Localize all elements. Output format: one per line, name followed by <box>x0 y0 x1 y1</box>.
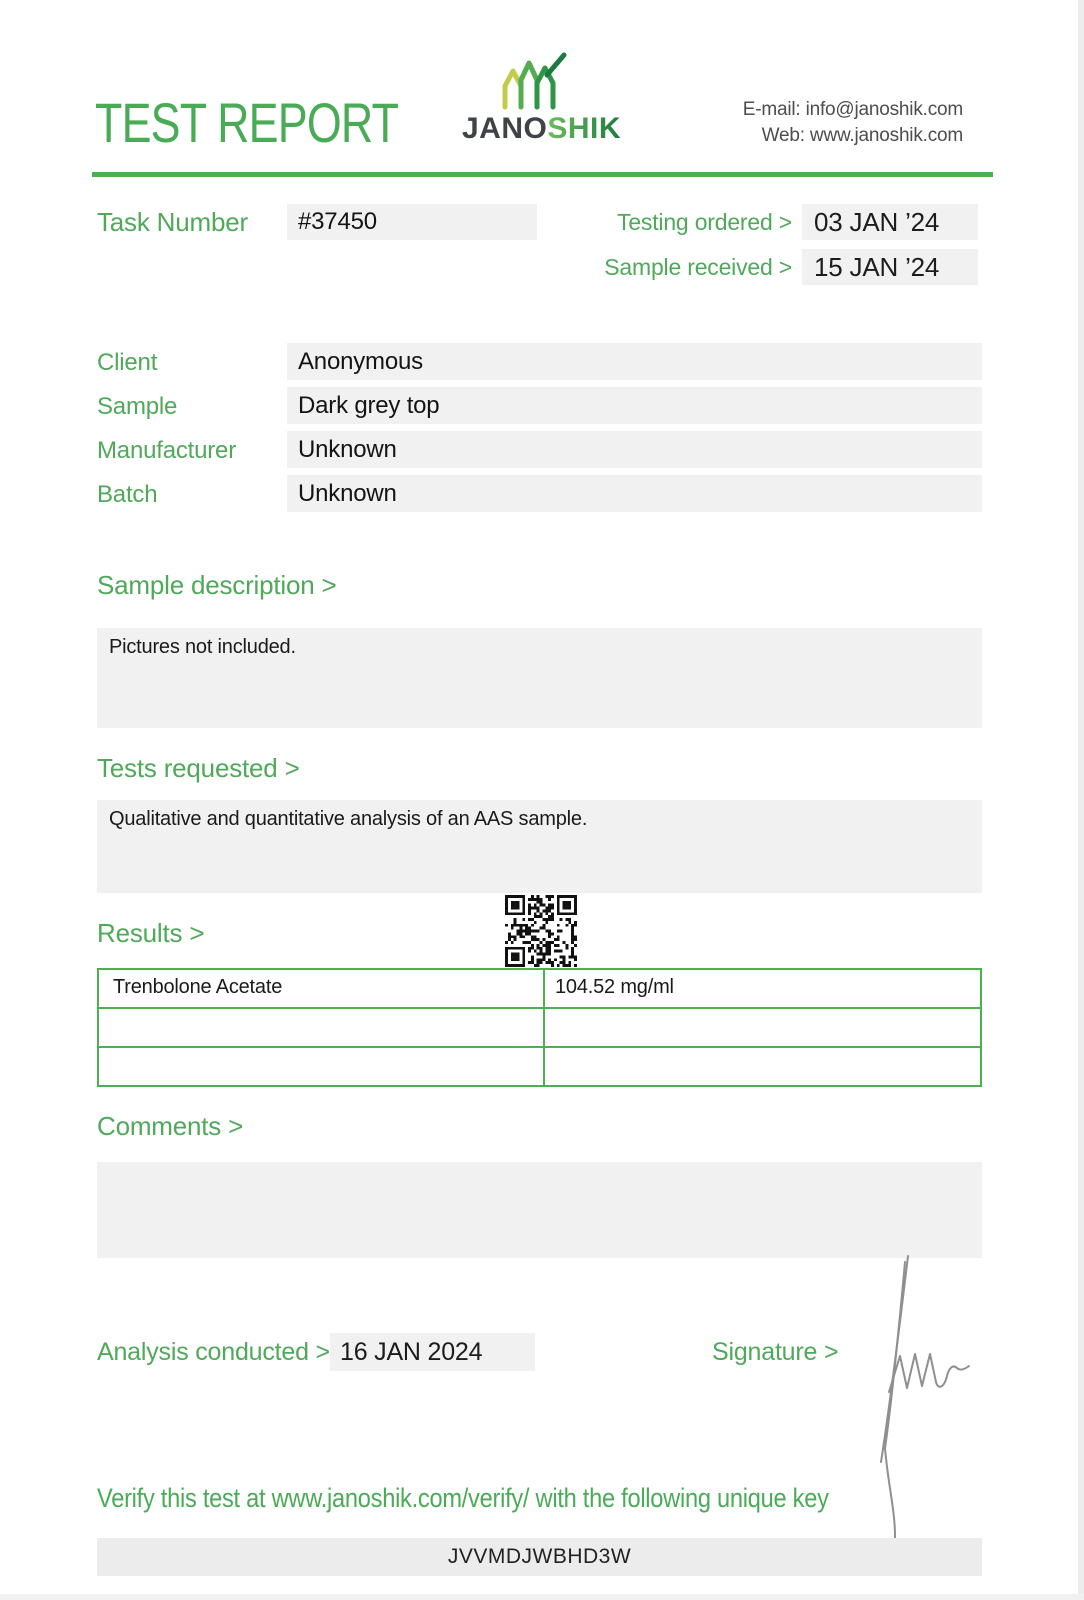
sample-description-text: Pictures not included. <box>109 636 296 658</box>
task-number-label: Task Number <box>97 207 248 237</box>
client-value: Anonymous <box>287 343 982 380</box>
substance-cell <box>99 1048 545 1085</box>
testing-ordered-value: 03 JAN ’24 <box>802 204 978 240</box>
tests-requested-text: Qualitative and quantitative analysis of an AAS sample. <box>109 808 588 830</box>
analysis-conducted-label: Analysis conducted > <box>97 1338 330 1366</box>
sample-value: Dark grey top <box>287 387 982 424</box>
results-heading: Results > <box>97 918 205 948</box>
task-number-value: #37450 <box>287 204 537 240</box>
qr-code <box>505 895 577 967</box>
sample-received-value: 15 JAN ’24 <box>802 249 978 285</box>
header-divider <box>92 172 993 177</box>
result-cell <box>545 1048 980 1085</box>
unique-key: JVVMDJWBHD3W <box>97 1538 982 1576</box>
brand-logo <box>462 112 622 146</box>
brand-name-right: SHIK <box>547 112 622 145</box>
sample-description-heading: Sample description > <box>97 570 337 600</box>
results-table <box>97 968 982 1087</box>
tests-requested-box <box>97 800 982 893</box>
result-cell: 104.52 mg/ml <box>555 976 674 998</box>
tests-requested-heading: Tests requested > <box>97 753 300 783</box>
substance-cell <box>99 1009 545 1046</box>
client-label: Client <box>97 349 158 376</box>
sample-description-box <box>97 628 982 728</box>
contact-block <box>743 97 963 149</box>
table-row <box>99 970 980 1007</box>
page-title: TEST REPORT <box>95 91 399 154</box>
handwritten-signature <box>845 1248 975 1548</box>
testing-ordered-label: Testing ordered > <box>617 209 792 235</box>
sample-received-label: Sample received > <box>604 254 792 280</box>
manufacturer-value: Unknown <box>287 431 982 468</box>
substance-cell: Trenbolone Acetate <box>99 970 545 1007</box>
comments-heading: Comments > <box>97 1111 244 1141</box>
analysis-conducted-value: 16 JAN 2024 <box>330 1333 535 1371</box>
growth-chart-icon <box>497 52 567 110</box>
brand-name-left: JANO <box>462 112 548 145</box>
contact-email: E-mail: info@janoshik.com <box>742 99 963 120</box>
table-row <box>99 1007 980 1046</box>
table-row <box>99 1046 980 1085</box>
batch-label: Batch <box>97 481 158 508</box>
result-cell <box>545 1009 980 1046</box>
batch-value: Unknown <box>287 475 982 512</box>
comments-box <box>97 1162 982 1258</box>
verify-instruction: Verify this test at www.janoshik.com/verify/ with the following unique key <box>97 1483 829 1513</box>
page-edge-bottom <box>0 1594 1084 1600</box>
contact-web: Web: www.janoshik.com <box>761 125 963 146</box>
signature-label: Signature > <box>712 1338 839 1366</box>
manufacturer-label: Manufacturer <box>97 437 236 464</box>
sample-label: Sample <box>97 393 178 420</box>
page-edge-right <box>1078 0 1084 1600</box>
